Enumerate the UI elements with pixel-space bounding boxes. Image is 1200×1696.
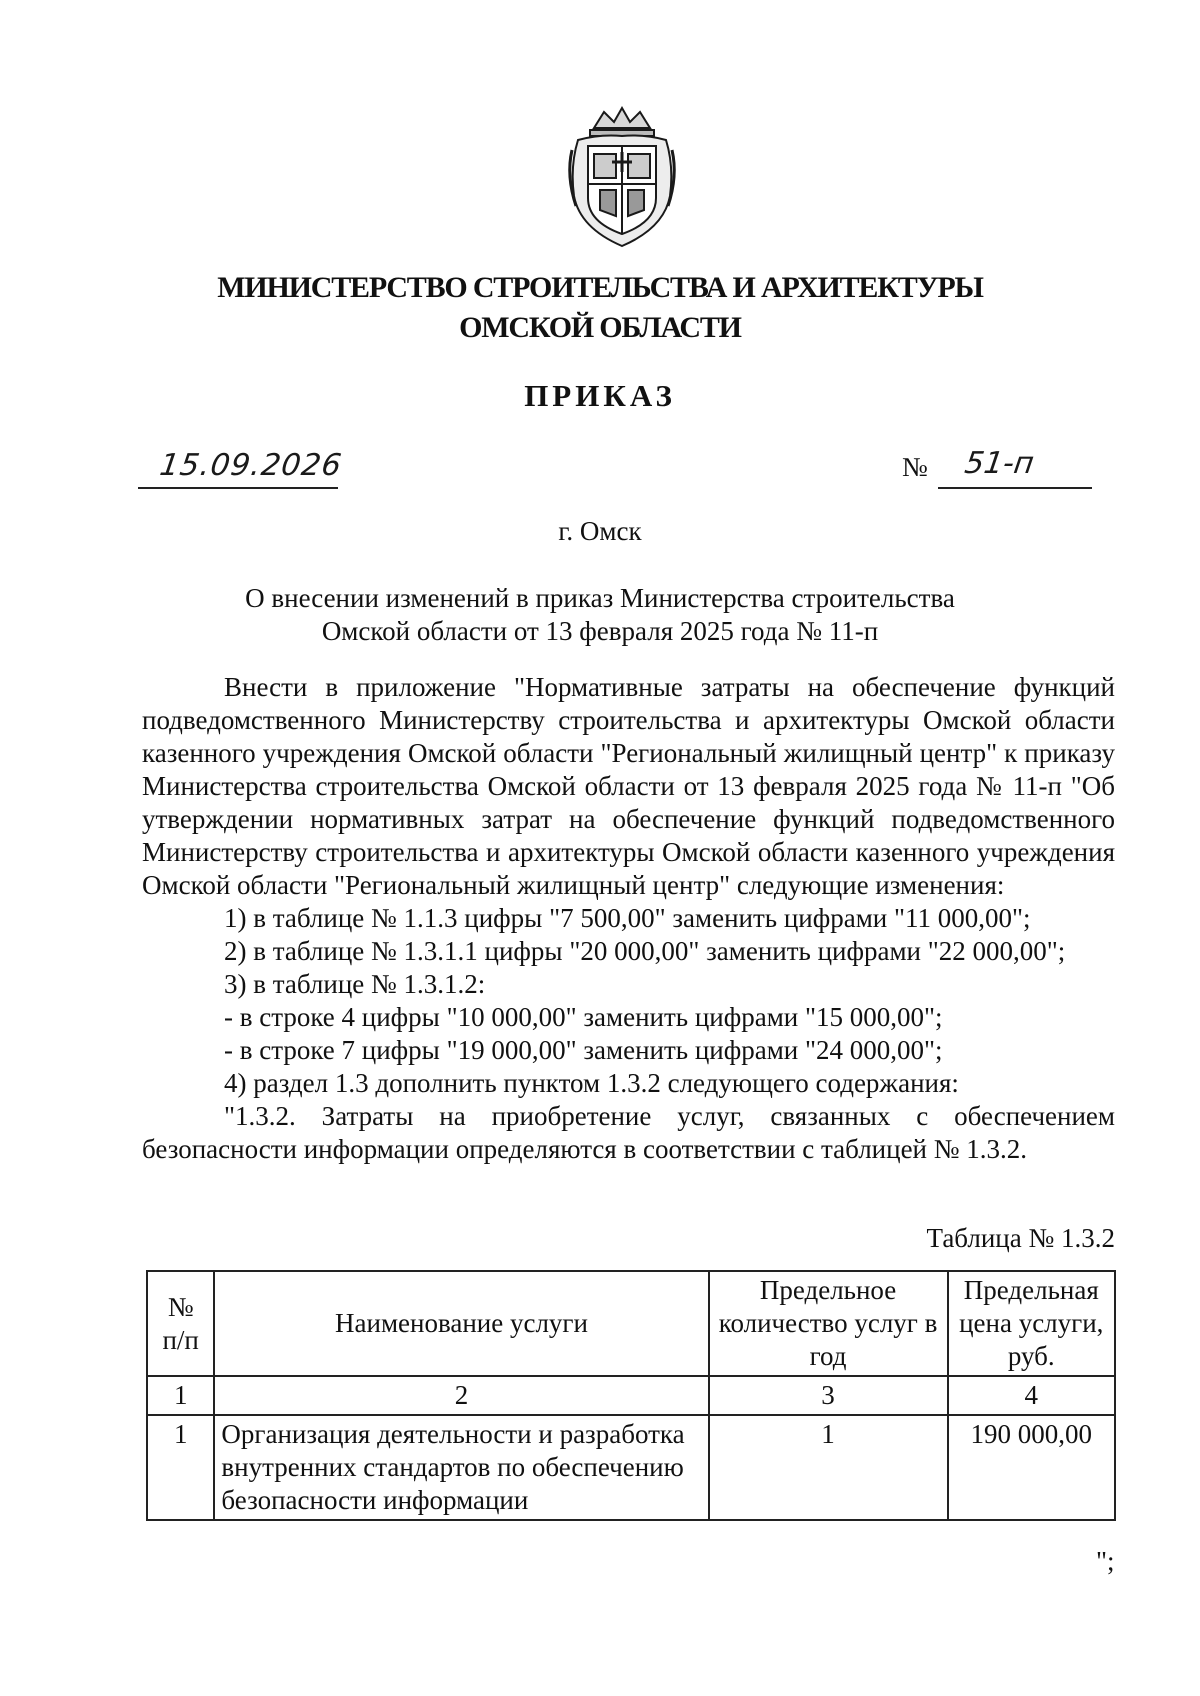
omsk-coat-of-arms-icon: [564, 106, 680, 248]
date-underline: [138, 487, 338, 489]
change-item: - в строке 4 цифры "10 000,00" заменить цифрами "15 000,00";: [224, 1002, 943, 1032]
row-service-name-cell: Организация деятельности и разработка внутренних стандартов по обеспечению безопасности информации: [214, 1415, 708, 1520]
header-cell-price: Предельная цена услуги, руб.: [948, 1271, 1115, 1376]
city-name: г. Омск: [558, 516, 642, 546]
change-item: 4) раздел 1.3 дополнить пунктом 1.3.2 следующего содержания:: [224, 1068, 959, 1098]
table-header-row: [147, 1271, 1115, 1376]
header-cell-number: № п/п: [147, 1271, 214, 1376]
intro-paragraph: Внести в приложение "Нормативные затраты на обеспечение функций подведомственного Министерству строительства и архитектуры Омской области казенного учреждения Омской области "Региональный жилищный центр" к приказу Министерства строительства Омской области от 13 февраля 2025 года № 11-п "Об утверждении нормативных затрат на обеспечение функций подведомственного Министерству строительства и архитектуры Омской области казенного учреждения Омской области "Региональный жилищный центр" следующие изменения:: [142, 672, 1115, 900]
column-number-row: [147, 1376, 1115, 1415]
row-quantity-cell: 1: [709, 1415, 948, 1520]
subject-line2: Омской области от 13 февраля 2025 года № 11-п: [321, 616, 879, 646]
order-body: [142, 671, 1115, 1166]
table-row: [147, 1415, 1115, 1520]
number-underline: [938, 487, 1092, 489]
column-number-cell: 1: [147, 1376, 214, 1415]
row-price-cell: 190 000,00: [948, 1415, 1115, 1520]
header-cell-service-name: Наименование услуги: [214, 1271, 708, 1376]
ministry-name-line2: ОМСКОЙ ОБЛАСТИ: [459, 311, 741, 344]
subject-line1: О внесении изменений в приказ Министерства строительства: [245, 583, 955, 613]
quoted-paragraph: "1.3.2. Затраты на приобретение услуг, связанных с обеспечением безопасности информации определяются в соответствии с таблицей № 1.3.2.: [142, 1101, 1115, 1164]
change-item: 2) в таблице № 1.3.1.1 цифры "20 000,00" заменить цифрами "22 000,00";: [224, 936, 1066, 966]
number-label: №: [902, 452, 928, 482]
column-number-cell: 3: [709, 1376, 948, 1415]
column-number-cell: 2: [214, 1376, 708, 1415]
row-number-cell: 1: [147, 1415, 214, 1520]
column-number-cell: 4: [948, 1376, 1115, 1415]
change-item: - в строке 7 цифры "19 000,00" заменить цифрами "24 000,00";: [224, 1035, 943, 1065]
document-type-title: ПРИКАЗ: [524, 378, 676, 413]
change-item: 3) в таблице № 1.3.1.2:: [224, 969, 486, 999]
norm-table: [146, 1270, 1116, 1521]
closing-quote-mark: ";: [1096, 1546, 1115, 1576]
header-cell-quantity: Предельное количество услуг в год: [709, 1271, 948, 1376]
change-item: 1) в таблице № 1.1.3 цифры "7 500,00" заменить цифрами "11 000,00";: [224, 903, 1031, 933]
ministry-name-line1: МИНИСТЕРСТВО СТРОИТЕЛЬСТВА И АРХИТЕКТУРЫ: [217, 271, 983, 304]
table-caption: Таблица № 1.3.2: [926, 1223, 1115, 1253]
handwritten-number: 51-п: [962, 446, 1037, 481]
handwritten-date: 15.09.2026: [157, 448, 345, 483]
